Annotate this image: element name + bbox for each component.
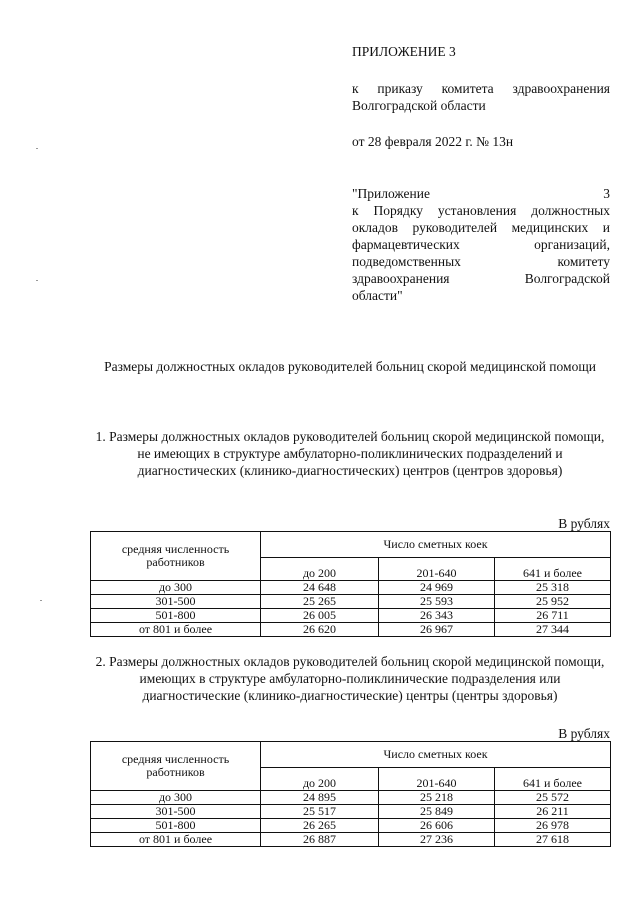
appendix-note-line: фармацевтических организаций, (352, 237, 610, 252)
salary-cell: 26 606 (379, 819, 495, 833)
section1-title: 1. Размеры должностных окладов руководителей больниц скорой медицинской помощи, не имеющих в структуре амбулаторно-поликлинических подразделений и диагностических (клинико-диагностических) центров (центров здоровья) (95, 429, 605, 478)
table-row (91, 623, 611, 637)
salary-cell: 26 887 (261, 833, 379, 847)
row-label: 301-500 (91, 805, 261, 819)
salary-cell: 26 265 (261, 819, 379, 833)
salary-cell: 25 265 (261, 595, 379, 609)
salary-cell: 25 952 (495, 595, 611, 609)
document-title: Размеры должностных окладов руководителей больниц скорой медицинской помощи (104, 359, 596, 374)
section2-unit: В рублях (558, 726, 610, 741)
section1-salary-table (90, 531, 611, 637)
appendix-title: ПРИЛОЖЕНИЕ 3 (352, 44, 456, 59)
salary-cell: 27 344 (495, 623, 611, 637)
bed-count-header: Число сметных коек (261, 532, 611, 558)
appendix-note-line: здравоохранения Волгоградской (352, 271, 610, 286)
table-row (91, 833, 611, 847)
salary-cell: 25 593 (379, 595, 495, 609)
table-row (91, 595, 611, 609)
salary-cell: 24 895 (261, 791, 379, 805)
salary-cell: 26 978 (495, 819, 611, 833)
salary-cell: 25 849 (379, 805, 495, 819)
salary-cell: 25 517 (261, 805, 379, 819)
salary-cell: 26 620 (261, 623, 379, 637)
salary-cell: 26 211 (495, 805, 611, 819)
column-header: 201-640 (379, 767, 495, 790)
order-date: от 28 февраля 2022 г. № 13н (352, 134, 514, 149)
bed-count-header: Число сметных коек (261, 742, 611, 768)
salary-cell: 25 318 (495, 581, 611, 595)
row-label: 501-800 (91, 609, 261, 623)
table-row (91, 609, 611, 623)
salary-cell: 27 618 (495, 833, 611, 847)
salary-cell: 26 343 (379, 609, 495, 623)
appendix-note-line: подведомственных комитету (352, 254, 610, 269)
staff-count-header: средняя численность работников (91, 532, 261, 581)
salary-cell: 24 648 (261, 581, 379, 595)
appendix-note-line: "Приложение 3 (352, 186, 610, 201)
appendix-note-line: к Порядку установления должностных (352, 203, 610, 218)
salary-cell: 26 967 (379, 623, 495, 637)
row-label: 501-800 (91, 819, 261, 833)
salary-cell: 24 969 (379, 581, 495, 595)
table-row (91, 819, 611, 833)
column-header: 201-640 (379, 557, 495, 580)
row-label: до 300 (91, 791, 261, 805)
salary-cell: 26 711 (495, 609, 611, 623)
row-label: от 801 и более (91, 833, 261, 847)
salary-cell: 26 005 (261, 609, 379, 623)
staff-count-header: средняя численность работников (91, 742, 261, 791)
salary-cell: 25 218 (379, 791, 495, 805)
table-row (91, 581, 611, 595)
section2-salary-table (90, 741, 611, 847)
salary-cell: 27 236 (379, 833, 495, 847)
column-header: 641 и более (495, 767, 611, 790)
column-header: до 200 (261, 767, 379, 790)
row-label: до 300 (91, 581, 261, 595)
appendix-note-line: окладов руководителей медицинских и (352, 220, 610, 235)
order-reference: к приказу комитета здравоохранения Волгоградской области (352, 81, 610, 113)
row-label: от 801 и более (91, 623, 261, 637)
section1-unit: В рублях (558, 516, 610, 531)
table-row (91, 791, 611, 805)
scan-artifact (36, 280, 38, 281)
table-row (91, 805, 611, 819)
appendix-note (352, 185, 610, 304)
column-header: 641 и более (495, 557, 611, 580)
salary-cell: 25 572 (495, 791, 611, 805)
scan-artifact (36, 148, 38, 149)
row-label: 301-500 (91, 595, 261, 609)
section2-title: 2. Размеры должностных окладов руководителей больниц скорой медицинской помощи, имеющих в структуре амбулаторно-поликлинические подразделения или диагностические (клинико-диагностические) центры (центры здоровья) (95, 654, 605, 703)
appendix-note-line: области" (352, 288, 403, 303)
scan-artifact (40, 600, 42, 601)
column-header: до 200 (261, 557, 379, 580)
